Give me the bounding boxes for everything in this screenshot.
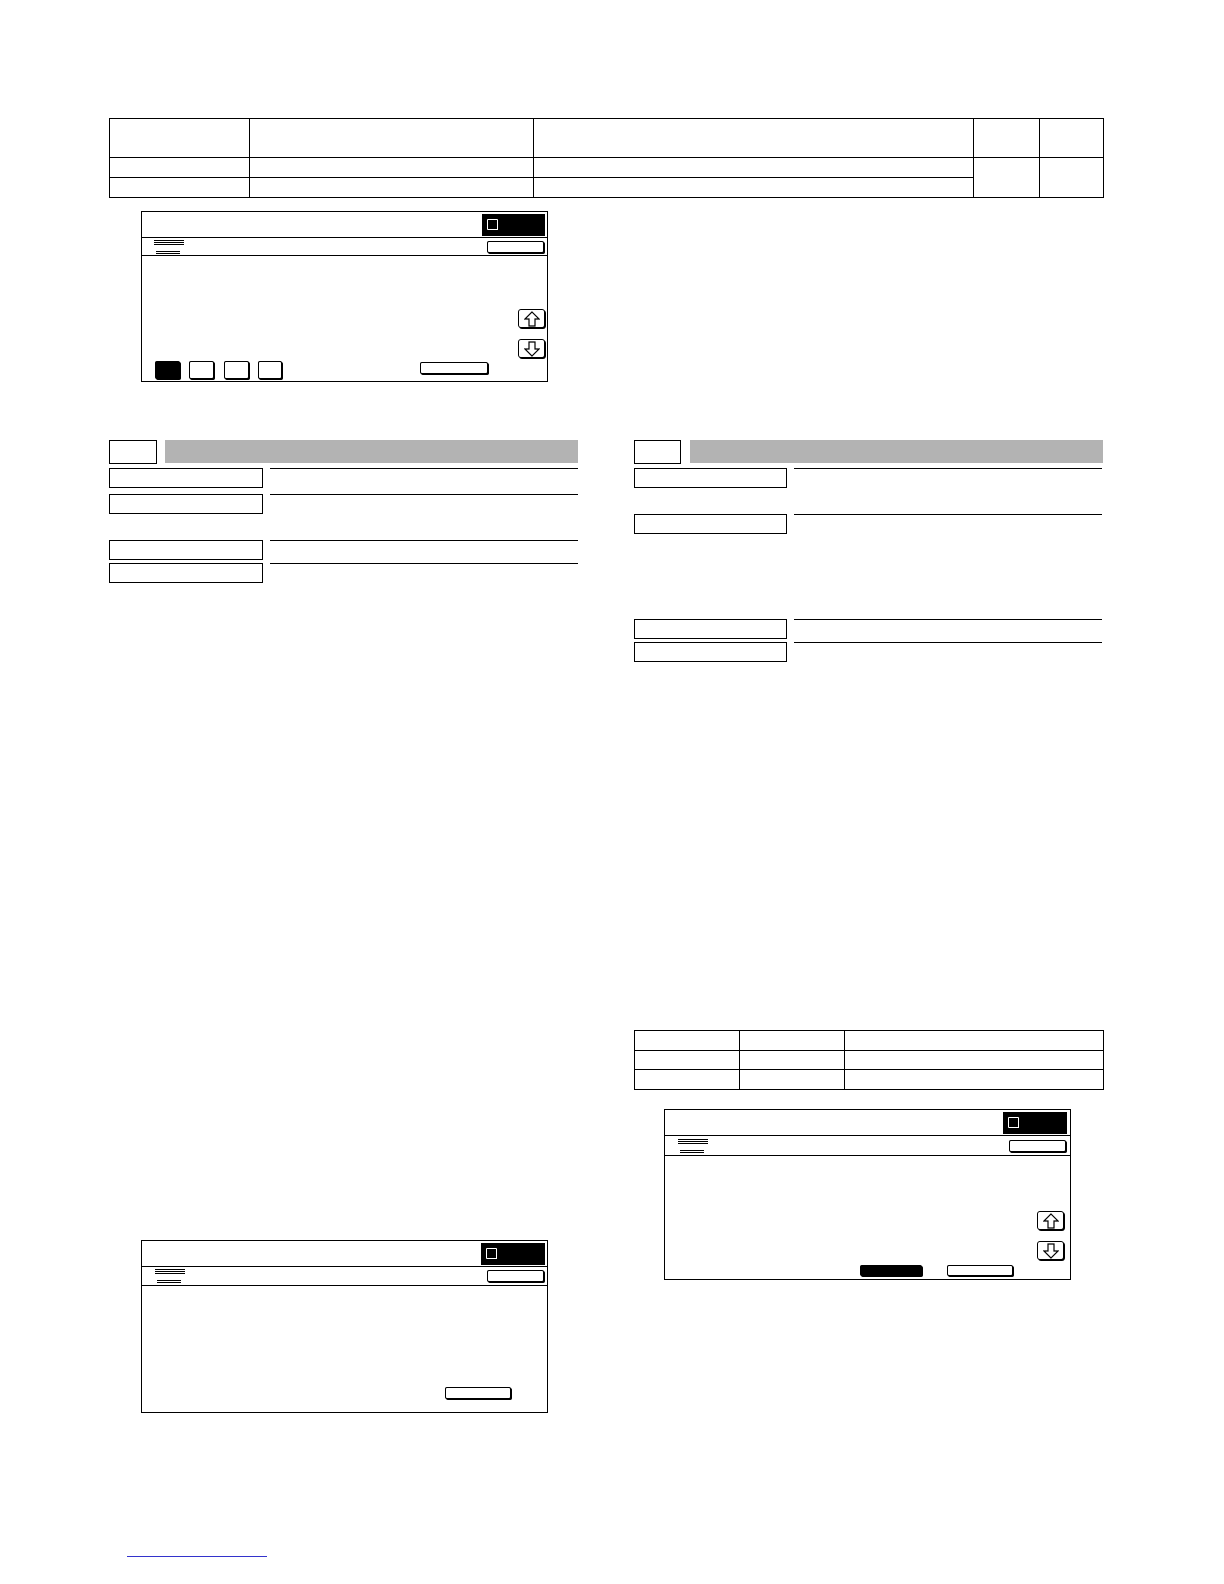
table-header-cell [534,119,974,158]
arrow-up-icon [524,311,540,327]
menu-lines-icon [154,238,184,254]
panel-screen-3 [664,1109,1071,1280]
section-label-left [109,440,157,464]
action-button[interactable] [947,1265,1013,1276]
table-cell [534,158,974,178]
arrow-up-icon [1043,1213,1059,1229]
execute-button[interactable] [860,1265,922,1276]
menu-lines-icon [678,1137,708,1153]
table-cell [635,1031,740,1051]
arrow-down-icon [1043,1243,1059,1259]
table-cell [534,178,974,198]
item-rule-left-3 [270,540,578,541]
item-rule-right-2 [794,514,1102,515]
table-row [635,1031,1104,1051]
table-cell [250,178,534,198]
item-rule-left-2 [270,494,578,495]
scroll-up-button[interactable] [518,309,545,328]
item-box-right-3 [634,619,787,639]
item-rule-left-4 [270,563,578,564]
copy-icon [487,219,498,230]
table-row [110,158,1104,178]
item-rule-right-3 [794,619,1102,620]
table-cell [845,1070,1104,1090]
item-rule-right-4 [794,642,1102,643]
scroll-down-button[interactable] [518,339,545,358]
mode-tag [482,214,545,236]
table-cell [110,178,250,198]
table-row [635,1070,1104,1090]
page-tab-1[interactable] [155,361,180,379]
action-button[interactable] [420,362,488,374]
panel-screen-2 [141,1240,548,1413]
table-row [635,1050,1104,1070]
menu-lines-icon [155,1267,185,1283]
table-cell [250,158,534,178]
section-label-right [634,440,681,464]
ok-button[interactable] [487,1270,544,1282]
scroll-up-button[interactable] [1037,1211,1064,1230]
table-cell [740,1070,845,1090]
footer-link[interactable] [127,1556,267,1557]
item-box-left-1 [109,468,263,488]
table-cell [1040,158,1104,198]
item-box-left-2 [109,494,263,514]
mode-tag [1003,1112,1067,1134]
page-tab-3[interactable] [224,361,249,379]
page-tab-2[interactable] [189,361,214,379]
item-rule-right-1 [794,468,1102,469]
table-cell [845,1031,1104,1051]
mode-tag [481,1243,545,1265]
mini-table [634,1030,1104,1090]
ok-button[interactable] [1009,1140,1066,1152]
section-bar-left [165,440,578,463]
arrow-down-icon [524,341,540,357]
copy-icon [1008,1117,1019,1128]
table-row [110,178,1104,198]
table-cell [845,1050,1104,1070]
table-cell [635,1070,740,1090]
page-tab-4[interactable] [258,361,282,379]
ok-button[interactable] [487,241,544,253]
table-header-cell [974,119,1040,158]
action-button[interactable] [445,1387,511,1399]
table-cell [110,158,250,178]
section-bar-right [690,440,1103,463]
table-cell [740,1031,845,1051]
panel-screen-1 [141,211,548,382]
item-box-right-4 [634,642,787,662]
table-header-cell [1040,119,1104,158]
table-header-cell [110,119,250,158]
item-rule-left-1 [270,468,578,469]
table-header-row [110,119,1104,158]
table-header-cell [250,119,534,158]
copy-icon [486,1248,497,1259]
item-box-left-3 [109,540,263,560]
table-cell [740,1050,845,1070]
table-cell [974,158,1040,198]
scroll-down-button[interactable] [1037,1241,1064,1260]
item-box-left-4 [109,563,263,583]
item-box-right-1 [634,468,787,488]
spec-table [109,118,1104,198]
table-cell [635,1050,740,1070]
item-box-right-2 [634,514,787,534]
